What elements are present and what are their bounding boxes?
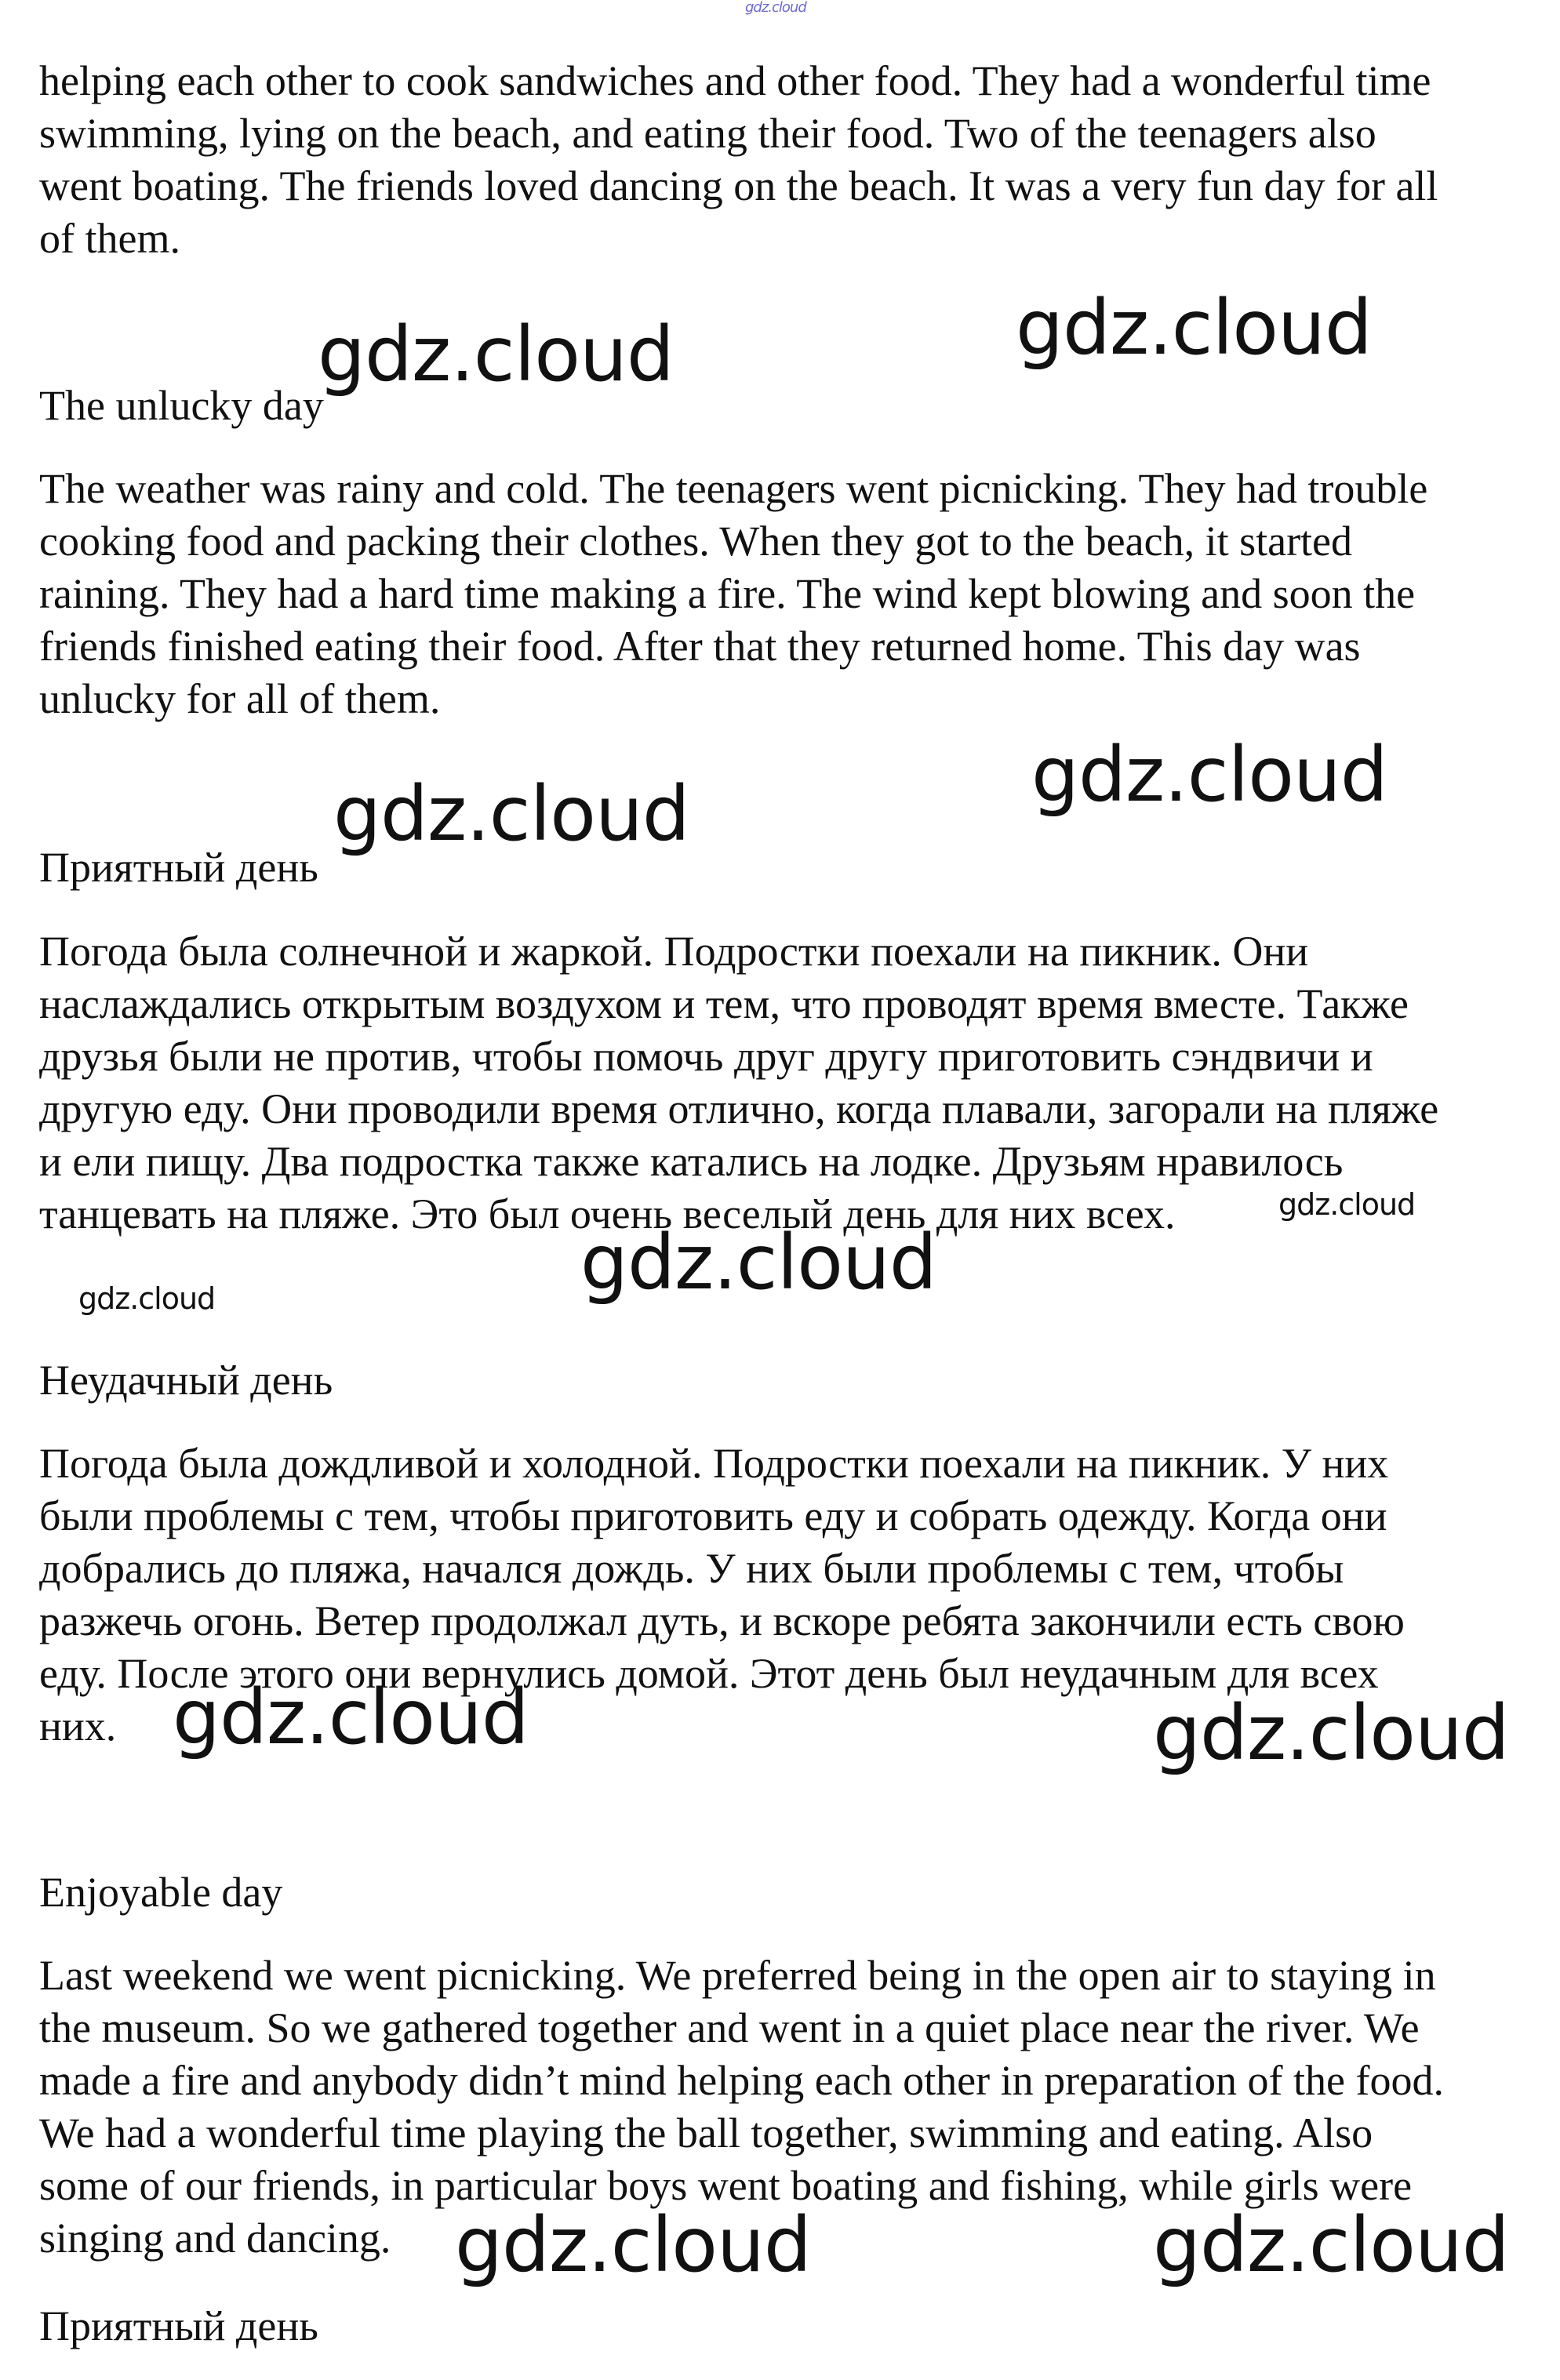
text-line: We had a wonderful time playing the ball together, swimming and eating. Also [39,2109,1373,2157]
text-line: of them. [39,215,180,262]
text-line: raining. They had a hard time making a fire. The wind kept blowing and soon the [39,570,1416,617]
text-line: танцевать на пляже. Это был очень веселый день для них всех. [39,1190,1176,1237]
watermark: gdz.cloud [78,1281,216,1316]
heading-pleasant-day-ru: Приятный день [39,844,318,891]
paragraph-fun-day-ending [39,55,1560,265]
heading-unlucky-day-ru: Неудачный день [39,1357,333,1404]
text-line: разжечь огонь. Ветер продолжал дуть, и вскоре ребята закончили есть свою [39,1597,1405,1644]
text-line: другую еду. Они проводили время отлично, когда плавали, загорали на пляже [39,1085,1439,1132]
watermark: gdz.cloud [1016,284,1372,372]
text-line: cooking food and packing their clothes. When they got to the beach, it started [39,518,1353,565]
text-line: some of our friends, in particular boys went boating and fishing, while girls were [39,2162,1413,2209]
text-line: swimming, lying on the beach, and eating their food. Two of the teenagers also [39,110,1376,157]
text-line: них. [39,1702,117,1750]
heading-pleasant-day-ru-bottom: Приятный день [39,2302,318,2349]
watermark: gdz.cloud [1278,1187,1416,1222]
text-line: helping each other to cook sandwiches and other food. They had a wonderful time [39,57,1431,104]
text-line: unlucky for all of them. [39,675,441,722]
text-line: Погода была солнечной и жаркой. Подростки поехали на пикник. Они [39,928,1309,975]
text-line: Last weekend we went picnicking. We preferred being in the open air to staying in [39,1952,1436,1999]
text-line: made a fire and anybody didn’t mind helping each other in preparation of the food. [39,2057,1444,2104]
text-line: еду. После этого они вернулись домой. Этот день был неудачным для всех [39,1650,1379,1697]
text-line: the museum. So we gathered together and went in a quiet place near the river. We [39,2004,1420,2051]
heading-enjoyable-day: Enjoyable day [39,1869,283,1916]
watermark: gdz.cloud [580,1219,936,1306]
watermark: gdz.cloud [333,770,689,858]
watermark: gdz.cloud [1153,2201,1509,2289]
text-line: The weather was rainy and cold. The teenagers went picnicking. They had trouble [39,465,1428,512]
text-line: went boating. The friends loved dancing on the beach. It was a very fun day for all [39,162,1438,209]
heading-unlucky-day: The unlucky day [39,382,324,429]
paragraph-unlucky-day [39,463,1560,725]
text-line: и ели пищу. Два подростка также катались на лодке. Друзьям нравилось [39,1138,1344,1185]
watermark: gdz.cloud [1153,1689,1509,1777]
text-line: singing and dancing. [39,2215,391,2262]
watermark: gdz.cloud [1031,731,1387,819]
watermark: gdz.cloud [318,311,674,398]
watermark: gdz.cloud [173,1673,529,1761]
text-line: добрались до пляжа, начался дождь. У них были проблемы с тем, чтобы [39,1545,1344,1592]
top-watermark: gdz.cloud [745,0,806,16]
watermark: gdz.cloud [455,2201,811,2289]
text-line: были проблемы с тем, чтобы приготовить еду и собрать одежду. Когда они [39,1492,1387,1539]
text-line: друзья были не против, чтобы помочь друг другу приготовить сэндвичи и [39,1033,1373,1080]
text-line: наслаждались открытым воздухом и тем, что проводят время вместе. Также [39,980,1409,1027]
text-line: Погода была дождливой и холодной. Подростки поехали на пикник. У них [39,1440,1389,1487]
text-line: friends finished eating their food. After that they returned home. This day was [39,623,1361,670]
